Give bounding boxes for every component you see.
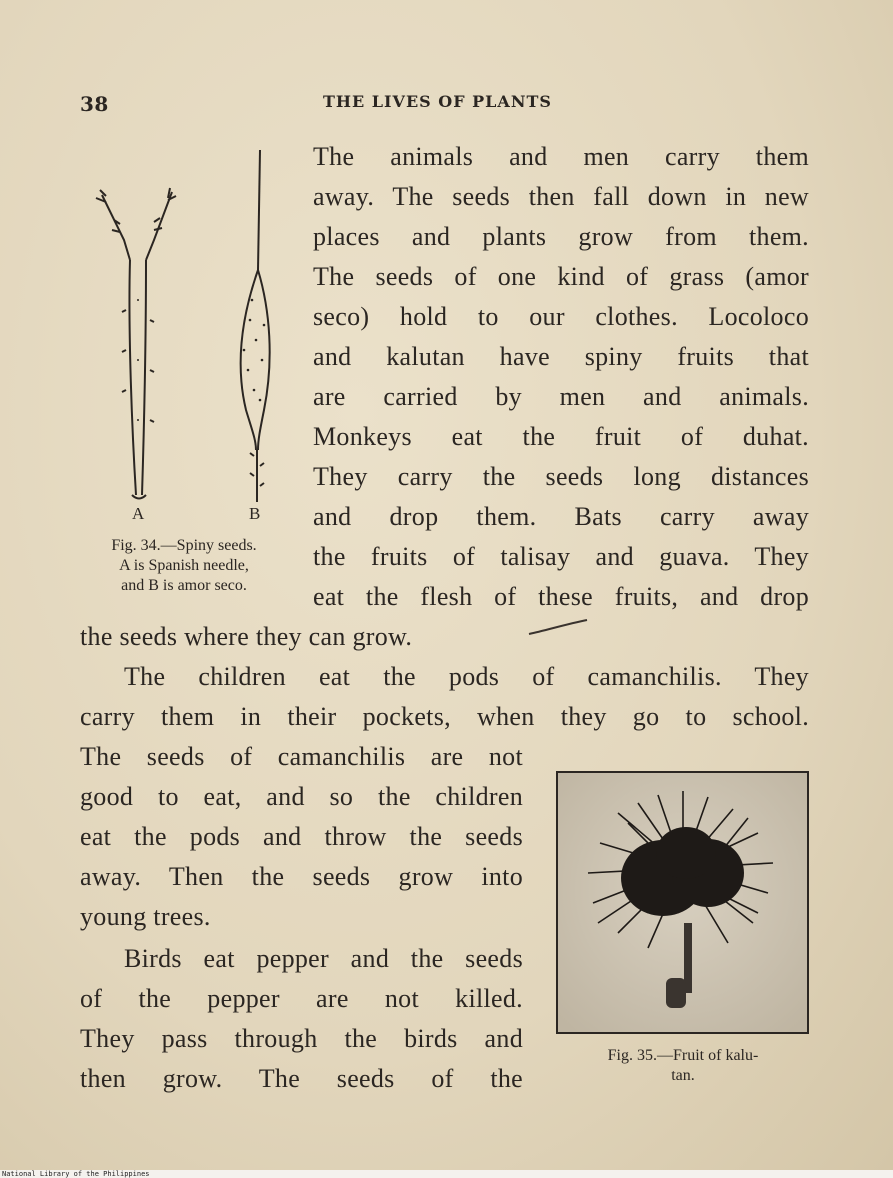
figure-34-caption xyxy=(78,536,290,596)
body-line: The children eat the pods of camanchilis. They xyxy=(124,662,809,691)
body-line: then grow. The seeds of the xyxy=(80,1064,523,1093)
library-watermark: National Library of the Philippines xyxy=(2,1170,150,1178)
body-line: of the pepper are not killed. xyxy=(80,984,523,1013)
body-line: away. The seeds then fall down in new xyxy=(313,182,809,211)
body-line: the fruits of talisay and guava. They xyxy=(313,542,809,571)
body-line: carry them in their pockets, when they go to school. xyxy=(80,702,809,731)
body-line: seco) hold to our clothes. Locoloco xyxy=(313,302,809,331)
body-line: places and plants grow from them. xyxy=(313,222,809,251)
kalutan-fruit-image xyxy=(558,773,807,1032)
body-line: the seeds where they can grow. xyxy=(80,622,413,651)
page-number: 38 xyxy=(80,92,109,116)
body-line: They pass through the birds and xyxy=(80,1024,523,1053)
figure-34-label-b: B xyxy=(249,504,261,523)
body-line: The seeds of one kind of grass (amor xyxy=(313,262,809,291)
body-line: Birds eat pepper and the seeds xyxy=(124,944,523,973)
body-line: eat the flesh of these fruits, and drop xyxy=(313,582,809,611)
body-line: and kalutan have spiny fruits that xyxy=(313,342,809,371)
caption-line: Fig. 34.—Spiny seeds. xyxy=(111,537,257,554)
caption-line: Fig. 35.—Fruit of kalu- xyxy=(607,1047,759,1064)
body-line: and drop them. Bats carry away xyxy=(313,502,809,531)
spiny-seeds-illustration xyxy=(84,150,284,510)
caption-line: tan. xyxy=(671,1067,695,1084)
kalutan-fruit-photo xyxy=(556,771,809,1034)
caption-line: and B is amor seco. xyxy=(121,577,247,594)
figure-34-label-a: A xyxy=(132,504,145,523)
body-line: are carried by men and animals. xyxy=(313,382,809,411)
figure-35-caption xyxy=(556,1046,810,1086)
body-line: eat the pods and throw the seeds xyxy=(80,822,523,851)
body-line: young trees. xyxy=(80,902,211,931)
caption-line: A is Spanish needle, xyxy=(119,557,249,574)
body-line: away. Then the seeds grow into xyxy=(80,862,523,891)
body-line: Monkeys eat the fruit of duhat. xyxy=(313,422,809,451)
running-title: THE LIVES OF PLANTS xyxy=(323,92,552,111)
body-line: The seeds of camanchilis are not xyxy=(80,742,523,771)
body-line: good to eat, and so the children xyxy=(80,782,523,811)
pencil-mark xyxy=(527,618,589,640)
body-line: The animals and men carry them xyxy=(313,142,809,171)
body-line: They carry the seeds long distances xyxy=(313,462,809,491)
